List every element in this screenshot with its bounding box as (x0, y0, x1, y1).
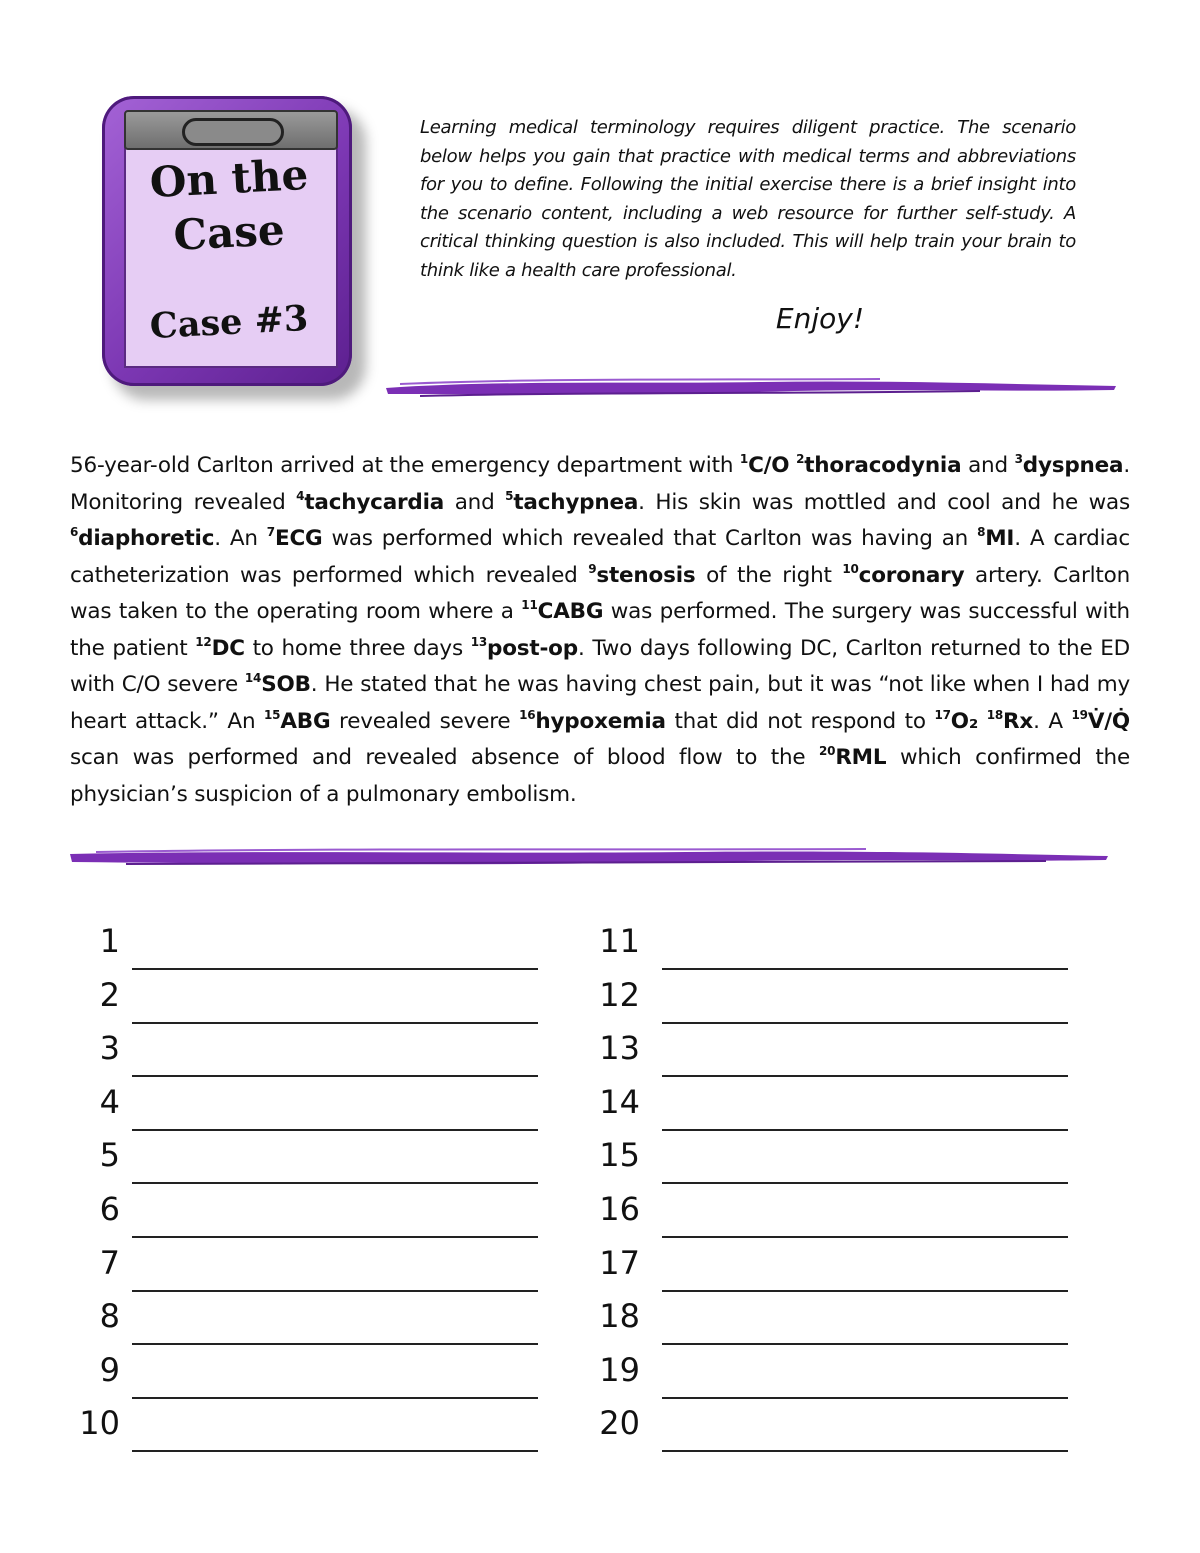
answer-number: 6 (99, 1190, 120, 1228)
term-number: 7 (266, 525, 275, 539)
answer-number: 8 (99, 1297, 120, 1336)
answer-number: 20 (599, 1404, 640, 1443)
medical-term: dyspnea (1022, 453, 1124, 478)
answer-blank-line[interactable] (662, 1129, 1068, 1131)
answer-blank-line[interactable] (132, 1129, 538, 1131)
medical-term: hypoxemia (535, 708, 666, 734)
scenario-text: 56-year-old Carlton arrived at the emergency department with (70, 453, 740, 478)
scenario-text: was performed which revealed that Carlton was having an (322, 526, 978, 551)
scenario-text: . A (1033, 708, 1072, 734)
answer-number: 10 (79, 1404, 120, 1443)
answer-number: 3 (99, 1029, 120, 1068)
term-number: 17 (934, 707, 951, 722)
answer-number: 18 (599, 1297, 640, 1336)
scenario-text: and (444, 489, 506, 515)
term-number: 9 (588, 561, 597, 576)
medical-term: stenosis (596, 562, 696, 588)
scenario-text: to home three days (244, 635, 471, 661)
answer-blank-line[interactable] (662, 1075, 1068, 1077)
enjoy-text: Enjoy! (775, 302, 865, 335)
medical-term: diaphoretic (78, 526, 215, 551)
medical-term: ECG (274, 526, 323, 551)
answer-number: 4 (99, 1082, 120, 1121)
answer-blank-line[interactable] (132, 968, 538, 970)
medical-term: post-op (487, 635, 578, 661)
answer-blank-line[interactable] (662, 1236, 1068, 1238)
term-number: 11 (521, 598, 538, 612)
scenario-text: artery. Carlton was taken to the operating room where a (70, 562, 1130, 624)
term-number: 20 (819, 744, 836, 758)
intro-paragraph: Learning medical terminology requires diligent practice. The scenario below helps you gain that practice with medical terms and abbreviations for you to define. Following the initial exercise there is a brief insight into the scenario content, including a web resource for further self-study. A critical thinking question is also included. This will help train your brain to think like a health care professional. (420, 117, 1076, 281)
scenario-text: that did not respond to (665, 708, 935, 734)
scenario-text: was performed. The surgery was successful with the patient (70, 599, 1130, 661)
term-number: 8 (977, 525, 986, 539)
term-number: 3 (1014, 452, 1023, 466)
on-the-case-logo (98, 92, 370, 404)
medical-term: CABG (537, 599, 604, 624)
clipboard-clip (124, 110, 338, 150)
answer-blank-line[interactable] (662, 1022, 1068, 1024)
term-number: 16 (519, 707, 536, 722)
answer-blank-line[interactable] (132, 1343, 538, 1345)
term-number: 1 (739, 452, 749, 466)
term-number: 4 (296, 488, 305, 503)
answer-blank-line[interactable] (662, 1450, 1068, 1452)
scenario-text: . Two days following DC, Carlton returned to the ED with C/O severe (70, 635, 1130, 697)
medical-term: tachycardia (304, 489, 445, 515)
answer-blank-line[interactable] (132, 1397, 538, 1399)
scenario-text: which confirmed the physician’s suspicion of a pulmonary embolism. (70, 745, 1130, 807)
medical-term: C/O (748, 453, 790, 478)
answer-blank-line[interactable] (132, 1450, 538, 1452)
term-number: 2 (796, 452, 805, 466)
answer-number: 13 (599, 1029, 640, 1068)
clip-hole (182, 118, 284, 146)
answer-blank-line[interactable] (132, 1290, 538, 1292)
answer-blank-line[interactable] (132, 1182, 538, 1184)
term-number: 13 (470, 634, 488, 649)
answer-number: 2 (99, 975, 120, 1014)
answer-number: 15 (599, 1136, 640, 1175)
medical-term: thoracodynia (804, 453, 962, 478)
term-number: 6 (70, 525, 79, 539)
scenario-text: . Monitoring revealed (70, 453, 1130, 515)
scenario-text: . An (214, 526, 267, 551)
term-number: 18 (986, 707, 1004, 722)
term-number: 5 (505, 488, 514, 503)
answer-blank-line[interactable] (662, 968, 1068, 970)
scenario-text: and (961, 453, 1015, 478)
medical-term: SOB (261, 672, 311, 697)
medical-term: ABG (280, 708, 331, 734)
answer-number: 9 (99, 1350, 120, 1389)
term-number: 19 (1071, 707, 1088, 722)
logo-line-2: Case (172, 205, 286, 260)
term-number: 12 (195, 634, 212, 649)
answer-number: 14 (599, 1082, 640, 1121)
answer-number: 5 (99, 1136, 120, 1175)
clipboard-board (102, 96, 352, 386)
term-number: 15 (264, 707, 281, 722)
answer-number: 17 (599, 1243, 640, 1282)
term-number: 14 (244, 671, 262, 685)
answer-blank-line[interactable] (132, 1236, 538, 1238)
answer-number: 11 (599, 922, 640, 960)
answer-number: 7 (99, 1243, 120, 1282)
answer-number: 16 (599, 1190, 640, 1228)
scenario-text: revealed severe (330, 708, 520, 734)
medical-term: coronary (858, 562, 965, 588)
scenario-text: . He stated that he was having chest pain, but it was “not like when I had my heart attack.” An (70, 672, 1130, 734)
answer-blank-line[interactable] (662, 1182, 1068, 1184)
answer-blank-line[interactable] (132, 1022, 538, 1024)
scenario-text (978, 709, 987, 734)
scenario-text: scan was performed and revealed absence of blood flow to the (70, 745, 820, 770)
scenario-text: . A cardiac catheterization was performed which revealed (70, 526, 1130, 588)
medical-term: RML (835, 745, 887, 770)
logo-line-1: On the (148, 149, 310, 208)
medical-term: Rx (1003, 708, 1034, 734)
logo-case-number: Case #3 (148, 297, 310, 348)
answer-number: 1 (99, 922, 120, 960)
medical-term: V̇/Q̇ (1087, 708, 1130, 734)
answer-blank-line[interactable] (662, 1343, 1068, 1345)
medical-term: tachypnea (513, 489, 639, 515)
medical-term: O₂ (950, 708, 979, 734)
answer-blank-line[interactable] (662, 1290, 1068, 1292)
medical-term: DC (211, 635, 245, 661)
answer-number: 12 (599, 975, 640, 1014)
case-scenario (70, 448, 1130, 813)
term-number: 10 (842, 561, 859, 576)
scenario-text: of the right (695, 562, 843, 588)
bottom-divider (66, 842, 1112, 872)
medical-term: MI (985, 526, 1015, 551)
answer-blank-line[interactable] (662, 1397, 1068, 1399)
scenario-text: . His skin was mottled and cool and he was (638, 489, 1130, 515)
answer-blank-line[interactable] (132, 1075, 538, 1077)
top-divider (380, 372, 1120, 402)
answer-number: 19 (599, 1350, 640, 1389)
